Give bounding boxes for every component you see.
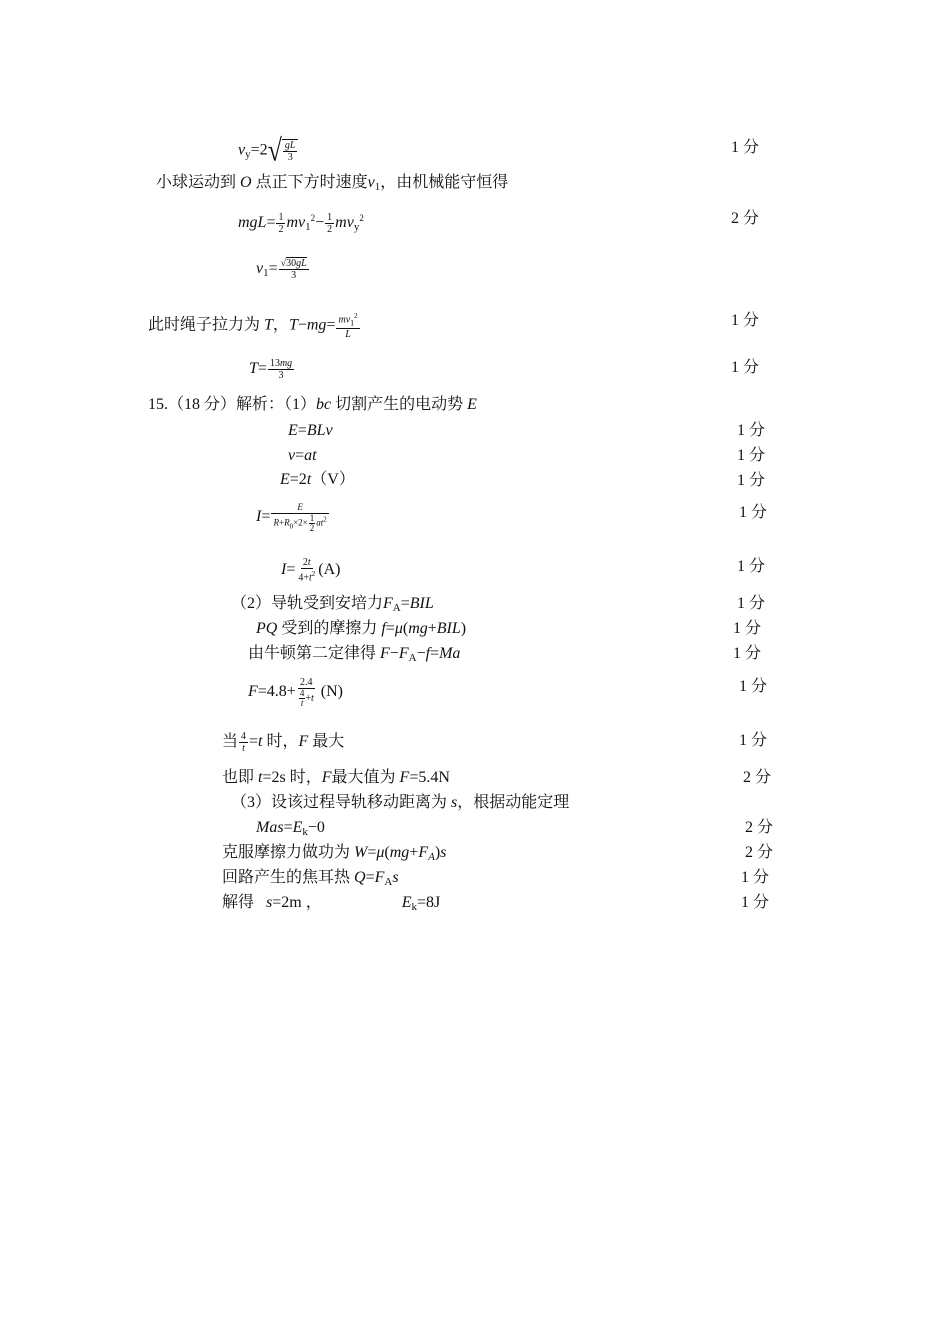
score: 1 分 [737,595,766,612]
score: 2 分 [731,210,760,227]
eq-work: 克服摩擦力做功为 $W=\mu(mg+F_A)s$ [222,844,447,863]
score: 1 分 [733,645,762,662]
eq-energy: mgL= $\frac{1}{2}$ $mv_1^2-$ $\frac{1}{2}$ $mv_y^2$ [238,211,364,235]
eq-solution: 解得 s=2m ， $E_k=8J$ [222,894,441,913]
eq-t-result: T= $\frac{13mg}{3}$ [249,358,293,381]
eq-vy: $v_y=2$ √ $\frac{gL}{3}$ [238,138,298,165]
score: 1 分 [739,678,768,695]
text-mechanical-energy: 小球运动到 O 点正下方时速度$v_1$，由机械能守恒得 [156,174,509,193]
eq-current-result: I= $\frac{2t}{4+t^2}$ (A) [281,557,341,584]
score: 1 分 [737,447,766,464]
score: 2 分 [745,844,774,861]
score: 1 分 [737,472,766,489]
score: 1 分 [733,620,762,637]
eq-current: I= E $R+R_0\times 2\times$ $\frac{1}{2}$ $at^2$ [256,502,330,533]
score: 1 分 [739,732,768,749]
eq-joule: 回路产生的焦耳热 $Q=F_As$ [222,869,399,888]
eq-v1: $v_1=$ $\frac{√30gL}{3}$ [256,258,307,281]
score: 1 分 [731,312,760,329]
eq-tension: 此时绳子拉力为 T，T−mg= $\frac{mv_1^2}{L}$ [148,312,358,341]
eq-force: F=4.8+ 2.4 $\frac{4}{t}$ +t (N) [248,677,343,708]
score: 1 分 [741,869,770,886]
score: 2 分 [745,819,774,836]
eq-max-force: 也即 t=2s 时，F最大值为 F=5.4N [222,769,450,786]
eq-newton: 由牛顿第二定律得 $F-F_A-f=Ma$ [248,645,461,664]
score: 1 分 [731,139,760,156]
text-part-3: （3）设该过程导轨移动距离为 s，根据动能定理 [231,794,570,811]
eq-e-2t: E=2t（V） [280,471,355,488]
eq-kinetic: $Mas=E_k-0$ [256,819,325,838]
question-15-header: 15.（18 分）解析：（1）bc 切割产生的电动势 E [148,396,477,413]
eq-v-at: v=at [288,447,317,464]
eq-friction: PQ 受到的摩擦力 f=μ(mg+BIL) [256,620,467,637]
eq-e-blv: E=BLv [288,422,333,439]
score: 1 分 [739,504,768,521]
score: 1 分 [737,558,766,575]
eq-ampere-force: （2）导轨受到安培力$F_A=BIL$ [231,595,434,614]
eq-condition: 当 $\frac{4}{t}$ =t 时，F 最大 [222,731,345,754]
score: 2 分 [743,769,772,786]
score: 1 分 [741,894,770,911]
score: 1 分 [737,422,766,439]
score: 1 分 [731,359,760,376]
